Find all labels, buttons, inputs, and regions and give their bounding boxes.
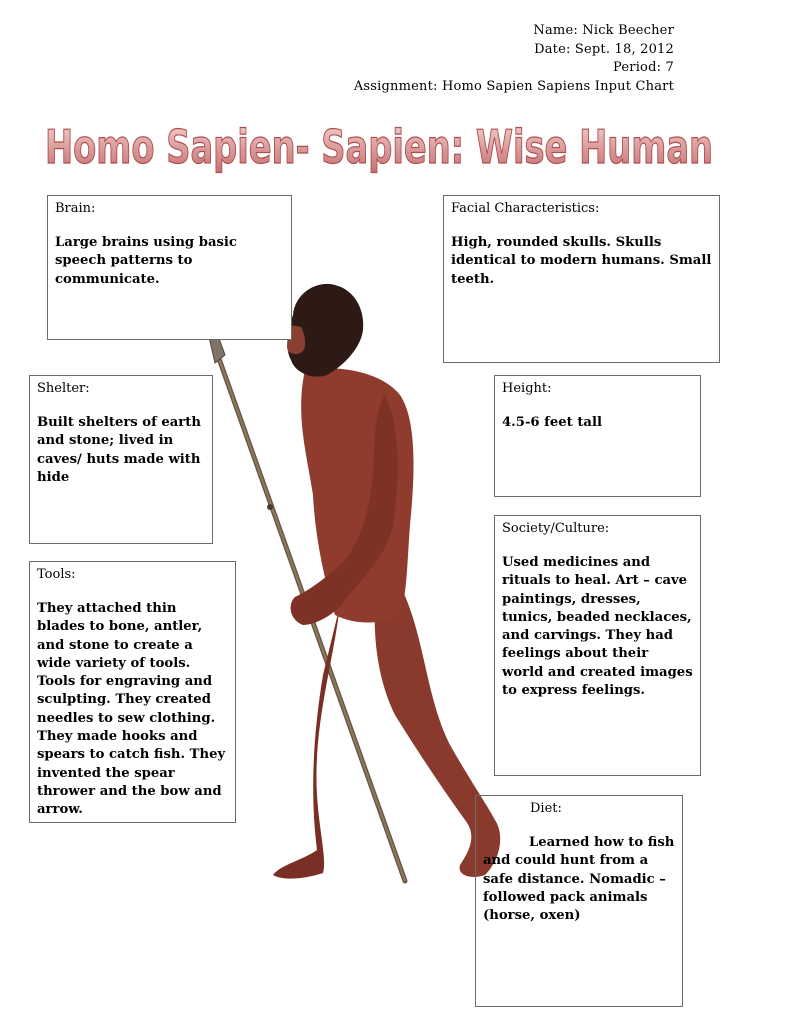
facial-characteristics-label: Facial Characteristics: xyxy=(451,201,600,216)
height-text: 4.5-6 feet tall xyxy=(502,415,602,430)
student-info-header xyxy=(354,22,674,96)
society-culture-label: Society/Culture: xyxy=(502,521,610,536)
height-box xyxy=(494,375,701,497)
class-period: Period: 7 xyxy=(613,60,674,75)
society-culture-text: Used medicines and rituals to heal. Art – cave paintings, dresses, tunics, beaded necklaces, and carvings. They had feelings about their world and created images to express feelings. xyxy=(502,555,693,699)
brain-label: Brain: xyxy=(55,201,96,216)
brain-box xyxy=(47,195,292,340)
diet-label: Diet: xyxy=(530,801,562,816)
shelter-text: Built shelters of earth and stone; lived in caves/ huts made with hide xyxy=(37,415,201,485)
facial-characteristics-box xyxy=(443,195,720,363)
diet-text: Learned how to fish and could hunt from a safe distance. Nomadic – followed pack animals (horse, oxen) xyxy=(483,835,675,924)
facial-characteristics-text: High, rounded skulls. Skulls identical to modern humans. Small teeth. xyxy=(451,235,712,287)
brain-text: Large brains using basic speech patterns to communicate. xyxy=(55,235,237,287)
student-name: Name: Nick Beecher xyxy=(533,23,674,38)
page-title-text: Homo Sapien- Sapien: Wise Human xyxy=(45,120,713,174)
height-label: Height: xyxy=(502,381,552,396)
tools-label: Tools: xyxy=(37,567,76,582)
assignment-title: Assignment: Homo Sapien Sapiens Input Chart xyxy=(353,78,674,94)
shelter-box xyxy=(29,375,213,544)
diet-box xyxy=(475,795,683,1007)
page-title xyxy=(0,102,791,182)
shelter-label: Shelter: xyxy=(37,381,90,396)
assignment-date: Date: Sept. 18, 2012 xyxy=(534,41,674,57)
society-culture-box xyxy=(494,515,701,776)
tools-box xyxy=(29,561,236,823)
tools-text: They attached thin blades to bone, antler, and stone to create a wide variety of tools. Tools for engraving and sculpting. They created needles to sew clothing. They made hooks and spears to catch fish. They invented the spear thrower and the bow and arrow. xyxy=(37,601,226,818)
